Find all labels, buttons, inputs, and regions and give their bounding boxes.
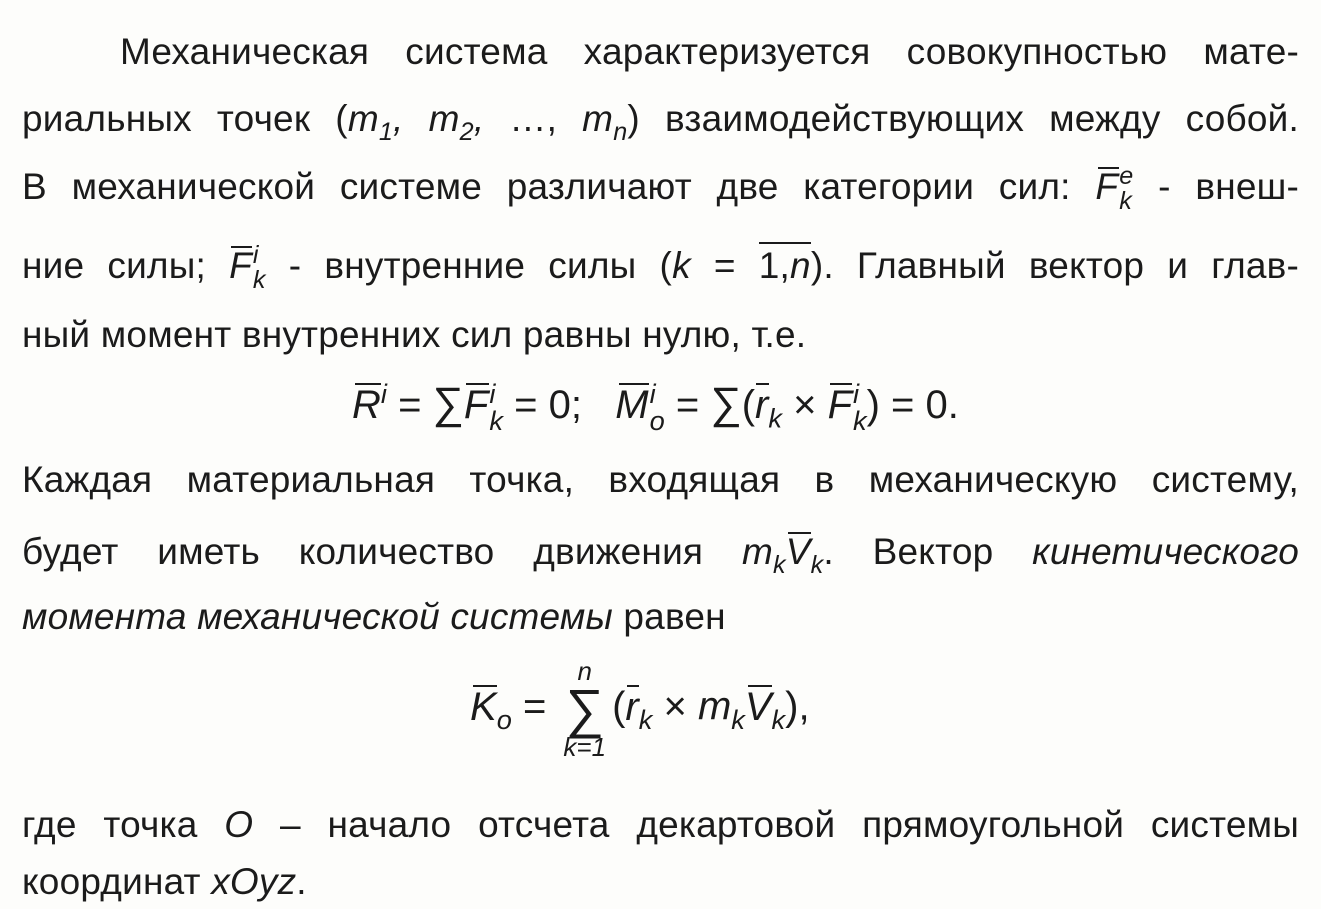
text-italic: момента механической системы [22, 596, 613, 637]
math-internal-force: F i k [229, 241, 266, 295]
math-m2: $m_2$, [428, 98, 485, 146]
text: . Вектор [823, 531, 994, 572]
text: - внеш- [1158, 165, 1300, 207]
text: – начало отсчета декартовой прямоугольной системы [279, 804, 1300, 845]
paragraph-2-line-3 [22, 595, 1299, 639]
math-momentum: $m_kV_k$ [741, 531, 824, 579]
sum-operator: n ∑ k=1 [563, 656, 607, 762]
math-m1: $m_1$, [347, 98, 404, 146]
math-external-force: F e k [1095, 162, 1134, 216]
text: ) взаимодействующих между собой. [627, 98, 1300, 139]
formula-internal-forces: $R^i = \sum F$ i k = 0; M i o = $\sum(r_k \times F$ i k ) = 0. [352, 378, 959, 437]
text: равен [623, 596, 726, 637]
paragraph-1-line-2 [22, 97, 1300, 146]
text: …, [509, 98, 558, 139]
text: где точка [22, 804, 198, 845]
math-mn: $m_n$ [582, 98, 628, 146]
text: будет иметь количество движения [22, 531, 704, 572]
text: . Главный вектор и глав- [823, 244, 1300, 286]
text: Механическая система характеризуется совокупностью мате- [120, 31, 1299, 72]
text: ный момент внутренних сил равны нулю, т.е. [22, 314, 807, 355]
text-italic: xOyz [211, 861, 297, 902]
paragraph-1-line-1 [22, 30, 1299, 74]
text: В механической системе различают две категории сил: [22, 165, 1071, 207]
paragraph-1-line-3 [22, 164, 1299, 214]
formula-kinetic-moment: $K_o$ = n ∑ k=1 $(r_k \times m_kV_k)$, [470, 656, 810, 762]
text-italic: O [224, 804, 254, 845]
text: - внутренние силы [288, 244, 637, 286]
paragraph-3-line-1 [22, 803, 1299, 847]
paragraph-1-line-4 [22, 243, 1299, 293]
paragraph-2-line-2 [22, 530, 1299, 579]
paragraph-3-line-2 [22, 860, 1299, 904]
text: риальных точек ( [22, 98, 348, 139]
text: координат [22, 861, 201, 902]
text-italic: кинетического [1032, 531, 1299, 572]
paragraph-2-line-1 [22, 458, 1299, 502]
text: . [296, 861, 307, 902]
text: Каждая материальная точка, входящая в механическую систему, [22, 459, 1299, 500]
text: ние силы; [22, 244, 206, 286]
math-index-range: (k = 1,n) [660, 242, 824, 286]
paragraph-1-line-5 [22, 313, 1299, 357]
